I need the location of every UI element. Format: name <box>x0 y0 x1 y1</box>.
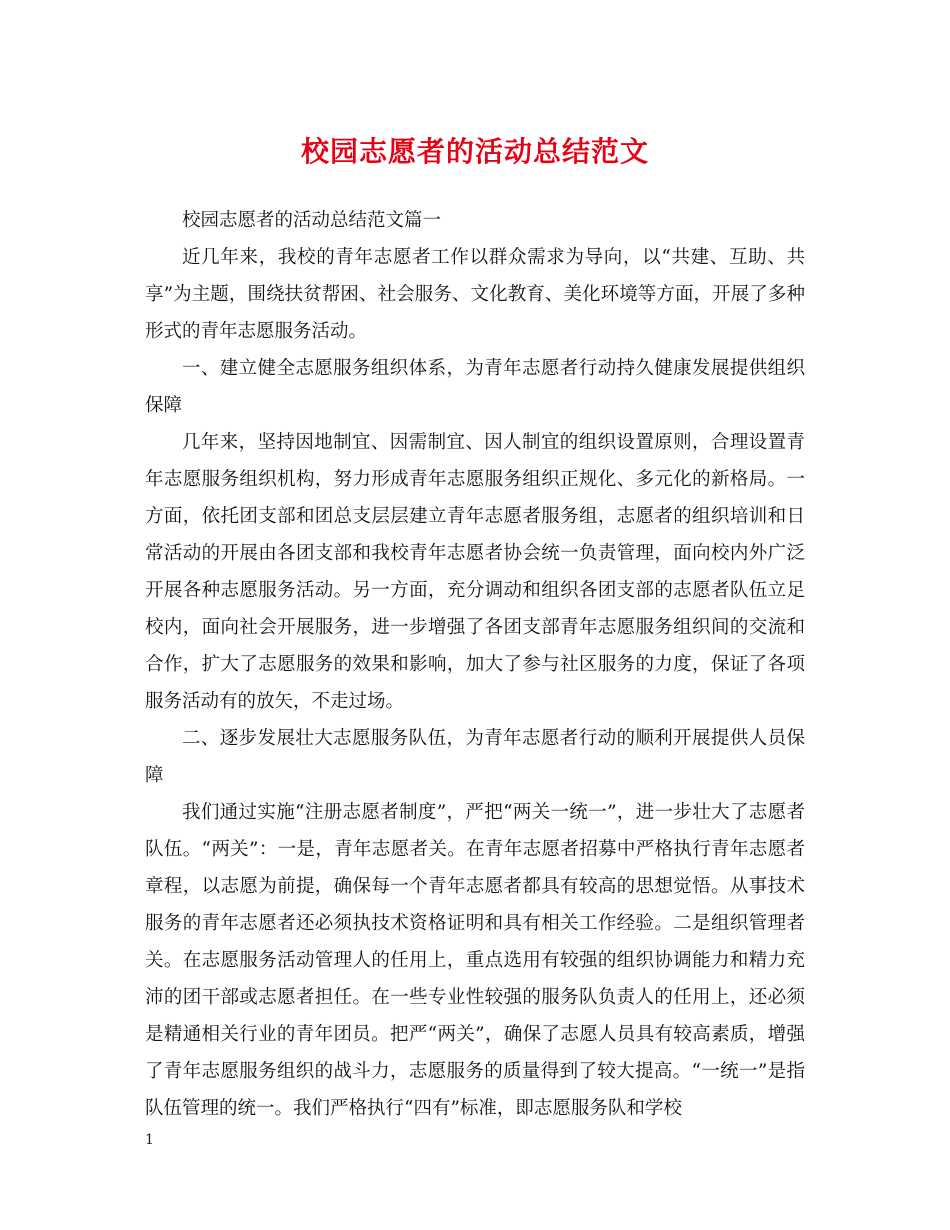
paragraph-section-1: 几年来，坚持因地制宜、因需制宜、因人制宜的组织设置原则，合理设置青年志愿服务组织机构，努力形成青年志愿服务组织正规化、多元化的新格局。一方面，依托团支部和团总支层层建立青年志愿者服务组，志愿者的组织培训和日常活动的开展由各团支部和我校青年志愿者协会统一负责管理，面向校内外广泛开展各种志愿服务活动。另一方面，充分调动和组织各团支部的志愿者队伍立足校内，面向社会开展服务，进一步增强了各团支部青年志愿服务组织间的交流和合作，扩大了志愿服务的效果和影响，加大了参与社区服务的力度，保证了各项服务活动有的放矢，不走过场。 <box>145 432 805 712</box>
paragraph-intro: 近几年来，我校的青年志愿者工作以群众需求为导向，以“共建、互助、共享”为主题，围绕扶贫帮困、社会服务、文化教育、美化环境等方面，开展了多种形式的青年志愿服务活动。 <box>145 247 805 342</box>
section-heading-2: 二、逐步发展壮大志愿服务队伍，为青年志愿者行动的顺利开展提供人员保障 <box>145 728 805 786</box>
paragraph-subtitle: 校园志愿者的活动总结范文篇一 <box>182 210 442 231</box>
document-body <box>145 202 805 1127</box>
section-heading-1: 一、建立健全志愿服务组织体系，为青年志愿者行动持久健康发展提供组织保障 <box>145 358 805 416</box>
document-title: 校园志愿者的活动总结范文 <box>300 135 649 168</box>
paragraph-section-2: 我们通过实施“注册志愿者制度”，严把“两关一统一”，进一步壮大了志愿者队伍。“两关”：一是，青年志愿者关。在青年志愿者招募中严格执行青年志愿者章程，以志愿为前提，确保每一个青年志愿者都具有较高的思想觉悟。从事技术服务的青年志愿者还必须执技术资格证明和具有相关工作经验。二是组织管理者关。在志愿服务活动管理人的任用上，重点选用有较强的组织协调能力和精力充沛的团干部或志愿者担任。在一些专业性较强的服务队负责人的任用上，还必须是精通相关行业的青年团员。把严“两关”，确保了志愿人员具有较高素质，增强了青年志愿服务组织的战斗力，志愿服务的质量得到了较大提高。“一统一”是指队伍管理的统一。我们严格执行“四有”标准，即志愿服务队和学校 <box>145 802 805 1119</box>
page-number: 1 <box>145 1132 154 1148</box>
